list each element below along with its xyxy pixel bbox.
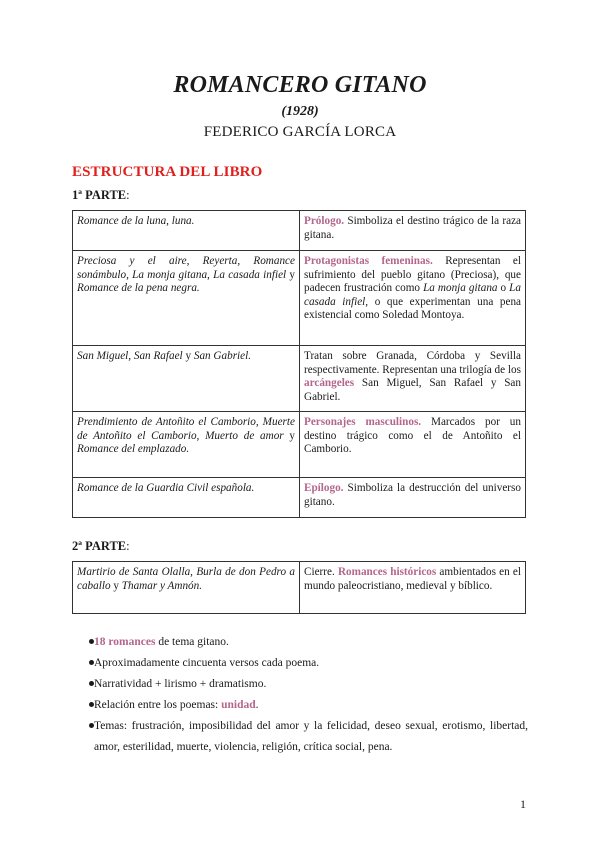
book-title: ROMANCERO GITANO <box>173 72 427 98</box>
publication-year: (1928) <box>281 104 319 119</box>
text-run: La monja gitana <box>423 282 498 295</box>
table-row <box>73 412 526 478</box>
part-2-label-text: 2ª PARTE <box>72 539 127 553</box>
bullet-icon <box>89 723 94 728</box>
text-run: Marcados por un destino trágico como el de Antoñito el Camborio. <box>304 416 521 456</box>
highlight-text: Prólogo. <box>304 215 345 227</box>
poem-cell <box>73 562 300 614</box>
text-run: San Miguel, San Rafael y San Gabriel. <box>304 377 521 403</box>
text-run: La casada infiel, <box>304 282 521 308</box>
part-1-table <box>72 210 526 518</box>
text-run: Aproximadamente cincuenta versos cada poema. <box>94 657 320 669</box>
text-run: o que experimentan una pena existencial como Soledad Montoya. <box>304 295 522 322</box>
text-run: Thamar y Amnón. <box>121 579 203 592</box>
bullet-icon <box>89 681 94 686</box>
part-2-label: 2ª PARTE: <box>72 539 130 553</box>
list-item-text <box>94 720 528 753</box>
poem-cell <box>73 251 300 346</box>
description-cell <box>300 478 526 518</box>
text-run: Simboliza el destino trágico de la raza gitana. <box>304 215 521 241</box>
text-run: Temas: frustración, imposibilidad del amor y la felicidad, deseo sexual, erotismo, libertad, amor, esterilidad, muerte, violencia, religión, crítica social, pena. <box>94 720 528 753</box>
list-item-text <box>94 636 229 648</box>
text-run: y <box>286 268 296 281</box>
table-row <box>73 562 526 614</box>
text-run: Prendimiento de Antoñito el Camborio, Muerte de Antoñito el Camborio, Muerto de amor <box>77 416 295 442</box>
text-run: . <box>255 699 259 711</box>
text-run: de tema gitano. <box>155 636 229 648</box>
table-row <box>73 478 526 518</box>
text-run: Preciosa y el aire, Reyerta, Romance sonámbulo, La monja gitana, La casada infiel <box>77 255 295 281</box>
text-run: Romance del emplazado. <box>77 443 190 456</box>
poem-cell <box>73 211 300 251</box>
list-item-text <box>94 657 319 669</box>
poem-cell <box>73 346 300 412</box>
highlight-text: Romances históricos <box>337 566 437 578</box>
highlight-text: Epílogo. <box>304 482 344 494</box>
text-run: Narratividad + lirismo + dramatismo. <box>94 678 267 690</box>
part-1-label: 1ª PARTE: <box>72 188 130 202</box>
poem-cell <box>73 478 300 518</box>
highlight-text: 18 romances <box>94 636 156 648</box>
list-item-text <box>94 678 266 690</box>
text-run: y <box>110 579 122 592</box>
highlight-text: arcángeles <box>304 377 355 390</box>
table-row <box>73 346 526 412</box>
page-number: 1 <box>520 797 526 811</box>
text-run: y <box>182 350 194 362</box>
part-1-label-text: 1ª PARTE <box>72 188 127 202</box>
text-run: San Gabriel. <box>193 350 252 362</box>
bullet-icon <box>89 660 94 665</box>
list-item <box>72 695 528 716</box>
text-run: Tratan sobre Granada, Córdoba y Sevilla respectivamente. Representan una trilogía de los <box>304 350 521 376</box>
text-run: San Miguel, San Rafael <box>77 350 183 362</box>
description-cell <box>300 346 526 412</box>
text-run: Romance de la luna, luna. <box>77 215 195 227</box>
text-run: Representan el sufrimiento del pueblo gitano (Preciosa), que padecen frustración como <box>304 255 521 295</box>
text-run: Martirio de Santa Olalla, Burla de don Pedro a caballo <box>77 566 295 592</box>
list-item <box>72 653 528 674</box>
text-run: Simboliza la destrucción del universo gitano. <box>304 482 521 508</box>
list-item <box>72 716 528 758</box>
table-row <box>73 211 526 251</box>
text-run: y <box>283 429 295 442</box>
text-run: Romance de la Guardia Civil española. <box>77 482 255 494</box>
highlight-text: Protagonistas femeninas. <box>304 255 433 267</box>
text-run: o <box>497 282 510 295</box>
highlight-text: unidad <box>221 699 256 711</box>
list-item <box>72 632 528 653</box>
text-run: Relación entre los poemas: <box>94 699 222 711</box>
part-2-table <box>72 561 526 614</box>
section-title: ESTRUCTURA DEL LIBRO <box>72 164 263 180</box>
bullet-icon <box>89 702 94 707</box>
list-item <box>72 674 528 695</box>
summary-bullet-list <box>72 632 528 758</box>
description-cell <box>300 412 526 478</box>
description-cell <box>300 251 526 346</box>
text-run: Romance de la pena negra. <box>77 282 200 295</box>
description-cell <box>300 562 526 614</box>
text-run: Cierre. <box>304 566 338 578</box>
text-run: ambientados en el mundo paleocristiano, medieval y bíblico. <box>304 566 521 592</box>
poem-cell <box>73 412 300 478</box>
list-item-text <box>94 699 259 711</box>
author-name: FEDERICO GARCÍA LORCA <box>203 124 397 140</box>
bullet-icon <box>89 639 94 644</box>
description-cell <box>300 211 526 251</box>
table-row <box>73 251 526 346</box>
highlight-text: Personajes masculinos. <box>304 416 422 428</box>
